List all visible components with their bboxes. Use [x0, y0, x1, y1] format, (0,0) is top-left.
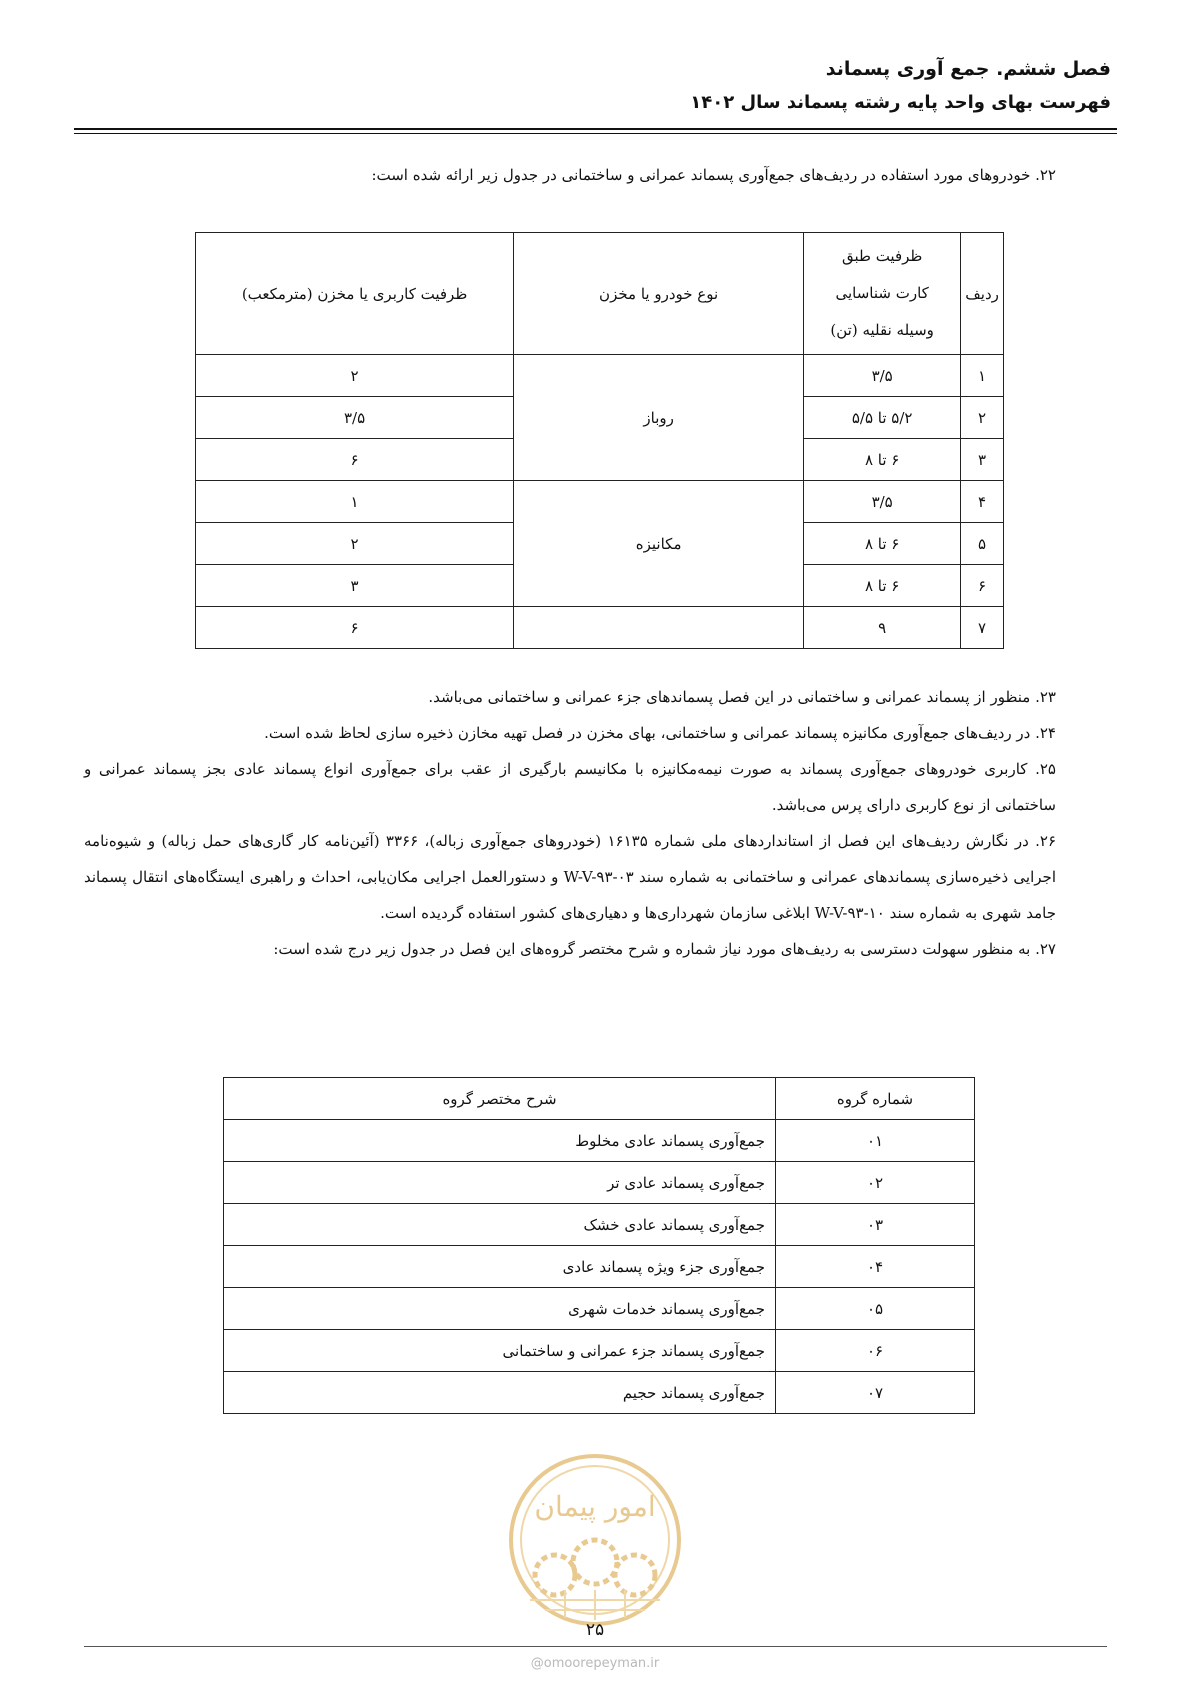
- table-row: [224, 1120, 975, 1162]
- header-capacity-line1: ظرفیت طبق: [841, 247, 923, 265]
- header-volume: ظرفیت کاربری یا مخزن (مترمکعب): [196, 233, 514, 355]
- table-row: [224, 1204, 975, 1246]
- group-description-cell: جمع‌آوری پسماند عادی مخلوط: [224, 1120, 776, 1162]
- table-row: [224, 1372, 975, 1414]
- capacity-cell: ۹: [804, 607, 961, 649]
- table-row: [196, 481, 1004, 523]
- watermark-seal-icon: [505, 1450, 685, 1630]
- capacity-cell: ۳/۵: [804, 481, 961, 523]
- row-number: ۲: [961, 397, 1004, 439]
- paragraph-25: ۲۵. کاربری خودروهای جمع‌آوری پسماند به صورت نیمه‌مکانیزه با مکانیسم بارگیری از عقب برای جمع‌آوری انواع پسماند عادی بجز پسماند عمرانی و ساختمانی از نوع کاربری دارای پرس می‌باشد.: [84, 760, 1056, 814]
- volume-cell: ۱: [196, 481, 514, 523]
- capacity-cell: ۵/۲ تا ۵/۵: [804, 397, 961, 439]
- table-header-row: [196, 233, 1004, 355]
- group-description-cell: جمع‌آوری پسماند عادی تر: [224, 1162, 776, 1204]
- header-rule-thick: [74, 128, 1117, 130]
- group-description-cell: جمع‌آوری پسماند خدمات شهری: [224, 1288, 776, 1330]
- capacity-cell: ۳/۵: [804, 355, 961, 397]
- group-description-cell: جمع‌آوری پسماند جزء عمرانی و ساختمانی: [224, 1330, 776, 1372]
- group-number-cell: ۰۲: [776, 1162, 975, 1204]
- paragraph-27: ۲۷. به منظور سهولت دسترسی به ردیف‌های مورد نیاز شماره و شرح مختصر گروه‌های این فصل در جدول زیر درج شده است:: [273, 940, 1056, 958]
- page-number: ۲۵: [585, 1620, 605, 1640]
- header-capacity: [804, 233, 961, 355]
- vehicle-type-cell: [514, 607, 804, 649]
- header-group-description: شرح مختصر گروه: [224, 1078, 776, 1120]
- row-number: ۳: [961, 439, 1004, 481]
- capacity-cell: ۶ تا ۸: [804, 439, 961, 481]
- volume-cell: ۶: [196, 607, 514, 649]
- document-subtitle: فهرست بهای واحد پایه رشته پسماند سال ۱۴۰۲: [690, 92, 1111, 113]
- volume-cell: ۳/۵: [196, 397, 514, 439]
- table-row: [224, 1246, 975, 1288]
- group-number-cell: ۰۴: [776, 1246, 975, 1288]
- table-row: [196, 607, 1004, 649]
- group-description-cell: جمع‌آوری جزء ویژه پسماند عادی: [224, 1246, 776, 1288]
- paragraph-23: ۲۳. منظور از پسماند عمرانی و ساختمانی در این فصل پسماندهای جزء عمرانی و ساختمانی می‌باشد.: [428, 688, 1056, 706]
- vehicle-type-cell: مکانیزه: [514, 481, 804, 607]
- paragraph-24: ۲۴. در ردیف‌های جمع‌آوری مکانیزه پسماند عمرانی و ساختمانی، بهای مخزن در فصل تهیه مخازن ذخیره سازی لحاظ شده است.: [264, 724, 1056, 742]
- group-number-cell: ۰۵: [776, 1288, 975, 1330]
- row-number: ۱: [961, 355, 1004, 397]
- stamp-text: امور پیمان: [534, 1490, 656, 1523]
- group-description-cell: جمع‌آوری پسماند عادی خشک: [224, 1204, 776, 1246]
- vehicle-type-cell: روباز: [514, 355, 804, 481]
- table-row: [224, 1162, 975, 1204]
- table-header-row: [224, 1078, 975, 1120]
- volume-cell: ۳: [196, 565, 514, 607]
- paragraph-26: ۲۶. در نگارش ردیف‌های این فصل از استانداردهای ملی شماره ۱۶۱۳۵ (خودروهای جمع‌آوری زباله)، ۳۳۶۶ (آئین‌نامه کار گاری‌های حمل زباله) و شیوه‌نامه اجرایی ذخیره‌سازی پسماندهای عمرانی و ساختمانی به شماره سند ۰۳-W-V-۹۳ و دستورالعمل اجرایی مکان‌یابی، احداث و راهبری ایستگاه‌های انتقال پسماند جامد شهری به شماره سند ۱۰-W-V-۹۳ ابلاغی سازمان شهرداری‌ها و دهیاری‌های کشور استفاده گردیده است.: [84, 832, 1057, 922]
- page-header: [74, 58, 1111, 120]
- group-number-cell: ۰۶: [776, 1330, 975, 1372]
- row-number: ۷: [961, 607, 1004, 649]
- capacity-cell: ۶ تا ۸: [804, 565, 961, 607]
- notes-block: [84, 679, 1056, 967]
- header-rule-thin: [74, 133, 1117, 134]
- volume-cell: ۶: [196, 439, 514, 481]
- chapter-title: فصل ششم. جمع آوری پسماند: [825, 58, 1111, 80]
- row-number: ۶: [961, 565, 1004, 607]
- row-number: ۴: [961, 481, 1004, 523]
- table-row: [196, 355, 1004, 397]
- capacity-cell: ۶ تا ۸: [804, 523, 961, 565]
- group-table: [223, 1077, 975, 1414]
- header-capacity-line2: کارت شناسایی: [835, 284, 929, 302]
- header-row-number: ردیف: [961, 233, 1004, 355]
- volume-cell: ۲: [196, 355, 514, 397]
- row-number: ۵: [961, 523, 1004, 565]
- volume-cell: ۲: [196, 523, 514, 565]
- group-number-cell: ۰۱: [776, 1120, 975, 1162]
- watermark-url: @omoorepeyman.ir: [530, 1656, 660, 1671]
- header-group-number: شماره گروه: [776, 1078, 975, 1120]
- paragraph-22: ۲۲. خودروهای مورد استفاده در ردیف‌های جمع‌آوری پسماند عمرانی و ساختمانی در جدول زیر ارائه شده است:: [371, 166, 1056, 184]
- group-number-cell: ۰۳: [776, 1204, 975, 1246]
- table-row: [224, 1330, 975, 1372]
- group-description-cell: جمع‌آوری پسماند حجیم: [224, 1372, 776, 1414]
- table-row: [224, 1288, 975, 1330]
- vehicle-table: [195, 232, 1004, 649]
- header-vehicle-type: نوع خودرو یا مخزن: [514, 233, 804, 355]
- group-number-cell: ۰۷: [776, 1372, 975, 1414]
- footer-rule: [84, 1646, 1107, 1647]
- header-capacity-line3: وسیله نقلیه (تن): [830, 321, 934, 339]
